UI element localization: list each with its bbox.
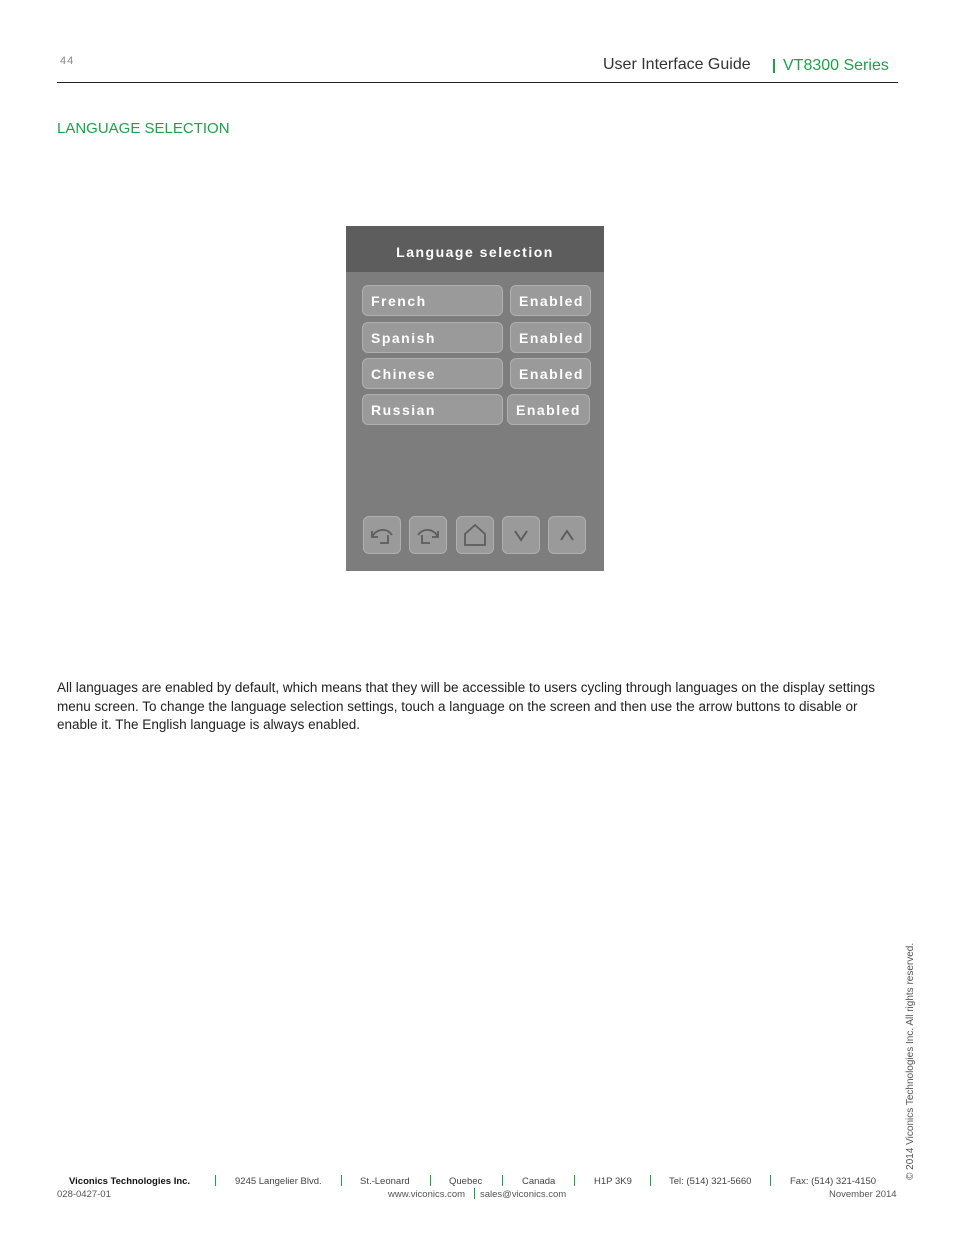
header-series: VT8300 Series	[783, 57, 889, 74]
footer-email[interactable]: sales@viconics.com	[480, 1189, 567, 1200]
footer-date: November 2014	[829, 1189, 897, 1200]
footer-tel: Tel: (514) 321-5660	[669, 1176, 752, 1187]
up-button[interactable]	[548, 516, 586, 554]
thermostat-screen	[346, 226, 604, 571]
footer-separator	[215, 1175, 216, 1186]
chevron-up-icon	[553, 521, 581, 549]
language-button-chinese[interactable]: Chinese	[362, 358, 503, 389]
home-button[interactable]	[456, 516, 494, 554]
footer-city: St.-Leonard	[360, 1176, 410, 1187]
down-button[interactable]	[502, 516, 540, 554]
footer-doc-number: 028-0427-01	[57, 1189, 111, 1200]
home-icon	[461, 521, 489, 549]
footer-company: Viconics Technologies Inc.	[69, 1176, 191, 1187]
footer-separator	[341, 1175, 342, 1186]
screen-header	[346, 226, 604, 272]
forward-icon	[414, 521, 442, 549]
language-button-spanish[interactable]: Spanish	[362, 322, 503, 353]
header-guide-title: User Interface Guide	[603, 56, 751, 73]
chevron-down-icon	[507, 521, 535, 549]
language-button-russian[interactable]: Russian	[362, 394, 503, 425]
state-button-russian[interactable]: Enabled	[507, 394, 590, 425]
back-icon	[368, 521, 396, 549]
footer-separator	[770, 1175, 771, 1186]
footer-province: Quebec	[449, 1176, 483, 1187]
footer-website[interactable]: www.viconics.com	[388, 1189, 466, 1200]
state-button-chinese[interactable]: Enabled	[510, 358, 591, 389]
back-button[interactable]	[363, 516, 401, 554]
header-rule	[57, 82, 898, 83]
footer-separator	[502, 1175, 503, 1186]
section-title: LANGUAGE SELECTION	[57, 120, 230, 137]
footer-separator	[650, 1175, 651, 1186]
page-number: 44	[60, 55, 75, 67]
state-button-french[interactable]: Enabled	[510, 285, 591, 316]
footer-separator	[474, 1188, 475, 1199]
copyright-notice: © 2014 Viconics Technologies Inc. All rights reserved.	[905, 942, 916, 1180]
footer-postal: H1P 3K9	[594, 1176, 632, 1187]
body-paragraph: All languages are enabled by default, which means that they will be accessible to users cycling through languages on the display settings menu screen. To change the language selection settings, touch a language on the screen and then use the arrow buttons to disable or enable it. The English language is always enabled.	[57, 680, 875, 732]
footer-fax: Fax: (514) 321-4150	[790, 1176, 877, 1187]
footer-address: 9245 Langelier Blvd.	[235, 1176, 322, 1187]
forward-button[interactable]	[409, 516, 447, 554]
footer-country: Canada	[522, 1176, 556, 1187]
screen-title: Language selection	[396, 244, 554, 260]
footer-separator	[430, 1175, 431, 1186]
state-button-spanish[interactable]: Enabled	[510, 322, 591, 353]
footer-separator	[574, 1175, 575, 1186]
language-button-french[interactable]: French	[362, 285, 503, 316]
header-divider	[773, 59, 775, 73]
